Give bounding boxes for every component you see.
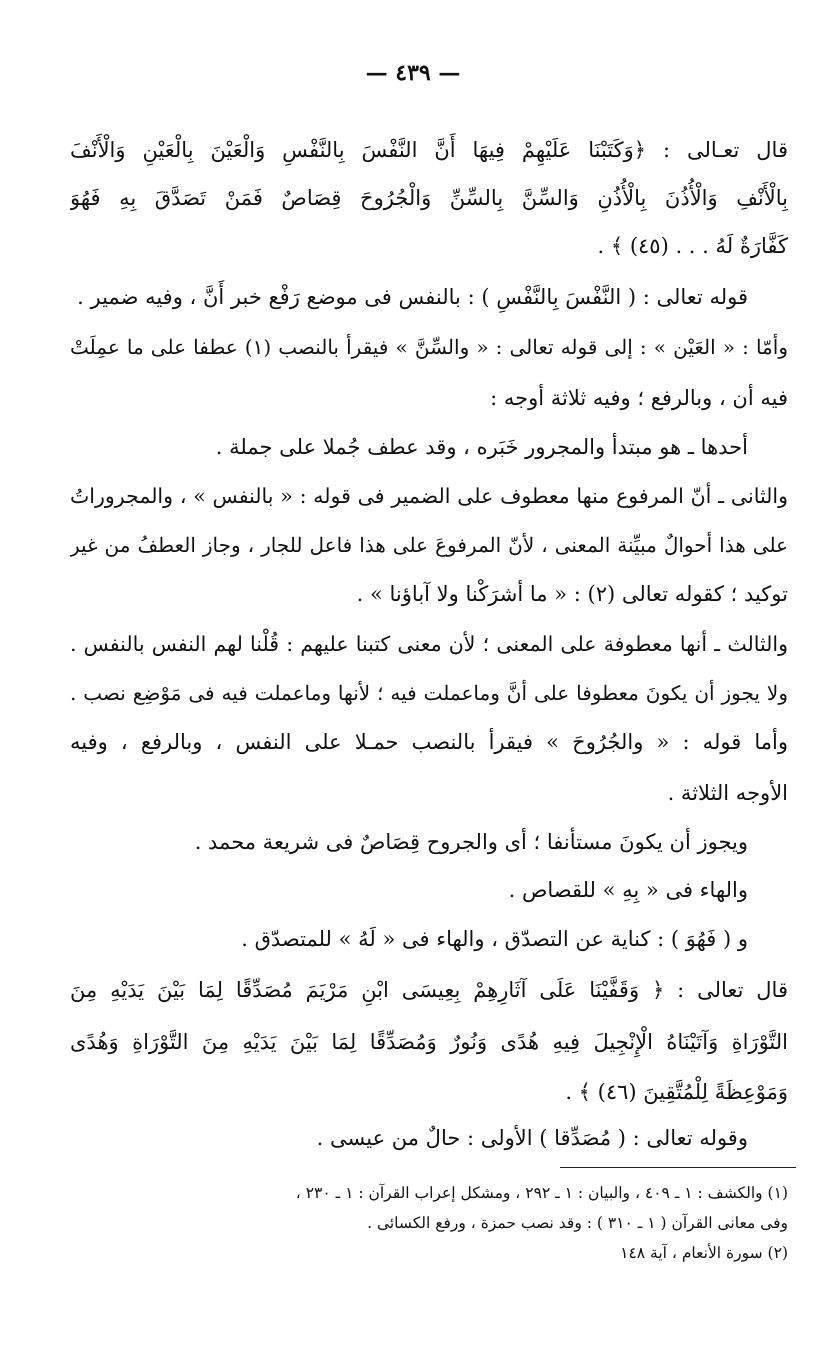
footnote: (١) والكشف : ١ ـ ٤٠٩ ، والبيان : ١ ـ ٢٩٢ ، ومشكل إعراب القرآن : ١ ـ ٢٣٠ ، [295, 1184, 788, 1202]
text-line: قوله تعالى : ( النَّفْسَ بِالنَّفْسِ ) : بالنفس فى موضع رَفْع خبر أَنَّ ، وفيه ضمير . [77, 285, 748, 309]
text-line: وقوله تعالى : ( مُصَدِّقا ) الأولى : حالٌ من عيسى . [316, 1126, 748, 1150]
text-line: ويجوز أن يكونَ مستأنفا ؛ أى والجروح قِصَاصٌ فى شريعة محمد . [194, 830, 748, 854]
text-line: وأمّا : « العَيْن » : إلى قوله تعالى : « والسِّنَّ » فيقرأ بالنصب (١) عطفا على ما عمِلَتْ [70, 335, 788, 359]
text-line: توكيد ؛ كقوله تعالى (٢) : « ما أشرَكْنا ولا آباؤنا » . [356, 582, 788, 606]
text-line: أحدها ـ هو مبتدأ والمجرور خَبَره ، وقد عطف جُملا على جملة . [215, 435, 748, 459]
text-line: كَفَّارَةٌ لَهُ . . . (٤٥) ﴾ . [597, 234, 788, 258]
text-line: فيه أن ، وبالرفع ؛ وفيه ثلاثة أوجه : [490, 386, 788, 410]
page-number: — ٤٣٩ — [365, 60, 461, 86]
text-line: الأوجه الثلاثة . [667, 781, 788, 805]
text-line: على هذا أحوالٌ مبيِّنة المعنى ، لأنّ المرفوعَ على هذا فاعل للجار ، وجاز العطفُ من غير [70, 533, 788, 557]
text-line: وأما قوله : « والجُرُوحَ » فيقرأ بالنصب حمـلا على النفس ، وبالرفع ، وفيه [70, 730, 788, 754]
footnote: وفى معانى القرآن ( ١ ـ ٣١٠ ) : وقد نصب حمزة ، ورفع الكسائى . [367, 1214, 788, 1232]
text-line: والهاء فى « بِهِ » للقصاص . [508, 878, 748, 902]
text-line: قال تعالى : ﴿ وَقَفَّيْنَا عَلَى آثَارِهِمْ بِعِيسَى ابْنِ مَرْيَمَ مُصَدِّقًا لِمَا بَيْنَ يَدَيْهِ مِنَ [70, 978, 788, 1002]
text-line: بِالْأَنْفِ وَالْأُذُنَ بِالْأُذُنِ وَالسِّنَّ بِالسِّنِّ وَالْجُرُوحَ قِصَاصٌ فَمَنْ تَصَدَّقَ بِهِ فَهُوَ [70, 186, 788, 210]
text-line: قال تعـالى : ﴿وَكَتَبْنَا عَلَيْهِمْ فِيهَا أَنَّ النَّفْسَ بِالنَّفْسِ وَالْعَيْنَ بِالْعَيْنِ وَالْأَنْفَ [70, 138, 788, 162]
text-line: ولا يجوز أن يكونَ معطوفا على أنَّ وماعملت فيه ؛ لأنها وماعملت فيه فى مَوْضِع نصب . [70, 681, 788, 705]
footnote-separator [560, 1167, 796, 1169]
text-line: وَمَوْعِظَةً لِلْمُتَّقِينَ (٤٦) ﴾ . [565, 1080, 788, 1104]
text-line: و ( فَهُوَ ) : كناية عن التصدّق ، والهاء فى « لَهُ » للمتصدّق . [241, 927, 748, 951]
text-line: والثالث ـ أنها معطوفة على المعنى ؛ لأن معنى كتبنا عليهم : قُلْنا لهم النفس بالنفس . [70, 632, 788, 656]
text-line: التَّوْرَاةِ وَآتَيْنَاهُ الْإِنْجِيلَ فِيهِ هُدًى وَنُورٌ وَمُصَدِّقًا لِمَا بَيْنَ يَدَيْهِ مِنَ التَّوْرَاةِ وَهُدًى [70, 1030, 788, 1054]
footnote: (٢) سورة الأنعام ، آية ١٤٨ [620, 1244, 788, 1262]
text-line: والثانى ـ أنّ المرفوع منها معطوف على الضمير فى قوله : « بالنفس » ، والمجروراتُ [70, 484, 788, 508]
